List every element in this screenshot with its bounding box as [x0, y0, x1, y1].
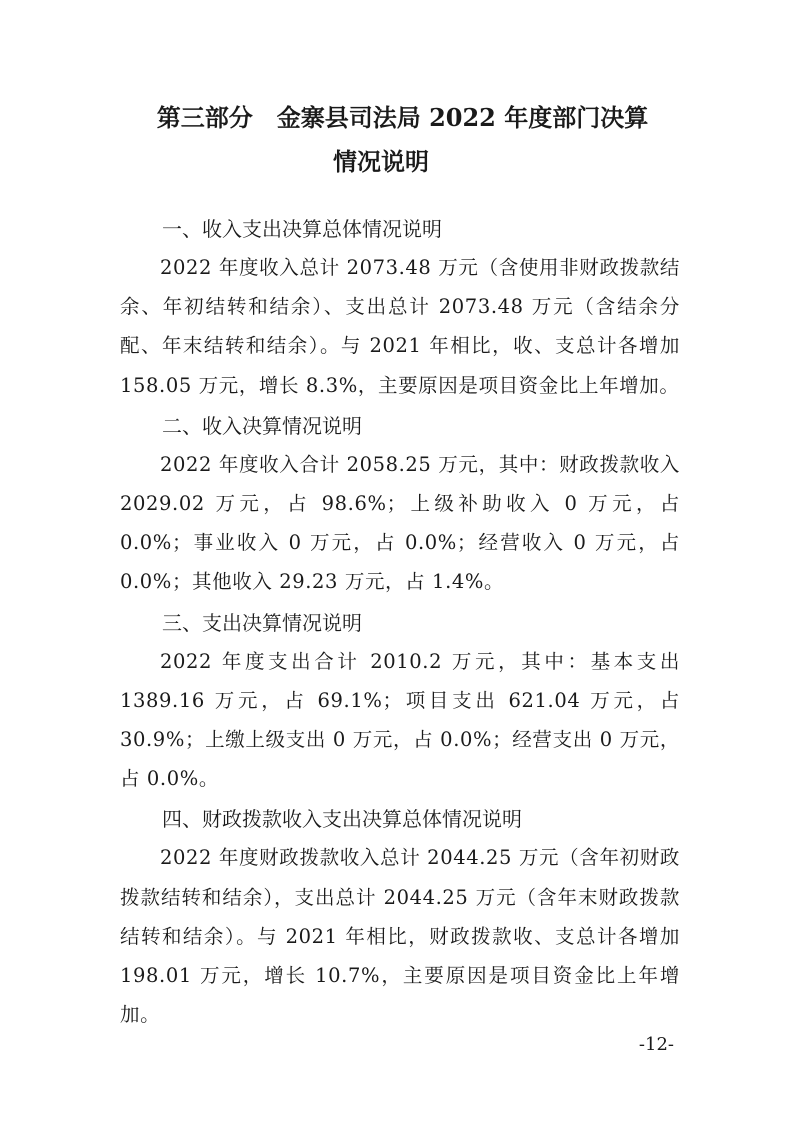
section-heading: 三、支出决算情况说明	[162, 610, 362, 635]
page-title	[0, 96, 793, 184]
section-expenditure	[120, 604, 680, 799]
section-income	[120, 407, 680, 602]
title-line-2: 情况说明	[333, 147, 429, 176]
section-paragraph: 2022 年度收入合计 2058.25 万元，其中：财政拨款收入 2029.02 万元，占 98.6%；上级补助收入 0 万元，占 0.0%；事业收入 0 万元，占 0.0%；经营收入 0 万元，占 0.0%；其他收入 29.23 万元，占 1.4%。	[120, 452, 680, 594]
section-income-expenditure-overview	[120, 210, 680, 405]
section-paragraph: 2022 年度支出合计 2010.2 万元，其中：基本支出 1389.16 万元，占 69.1%；项目支出 621.04 万元，占 30.9%；上缴上级支出 0 万元，占 0.0%；经营支出 0 万元，占 0.0%。	[120, 649, 680, 791]
page-number: -12-	[638, 1034, 674, 1055]
section-heading: 一、收入支出决算总体情况说明	[162, 217, 442, 241]
section-heading: 二、收入决算情况说明	[162, 413, 362, 438]
title-line-1: 第三部分 金寨县司法局 2022 年度部门决算	[156, 103, 649, 132]
section-fiscal-appropriation	[120, 800, 680, 1034]
section-heading: 四、财政拨款收入支出决算总体情况说明	[162, 807, 522, 832]
section-paragraph: 2022 年度收入总计 2073.48 万元（含使用非财政拨款结余、年初结转和结余）、支出总计 2073.48 万元（含结余分配、年末结转和结余）。与 2021 年相比，收、支总计各增加 158.05 万元，增长 8.3%，主要原因是项目资金比上年增加。	[120, 256, 680, 397]
section-paragraph: 2022 年度财政拨款收入总计 2044.25 万元（含年初财政拨款结转和结余），支出总计 2044.25 万元（含年末财政拨款结转和结余）。与 2021 年相比，财政拨款收、支总计各增加 198.01 万元，增长 10.7%，主要原因是项目资金比上年增加。	[120, 846, 680, 1027]
document-body	[120, 210, 680, 1034]
